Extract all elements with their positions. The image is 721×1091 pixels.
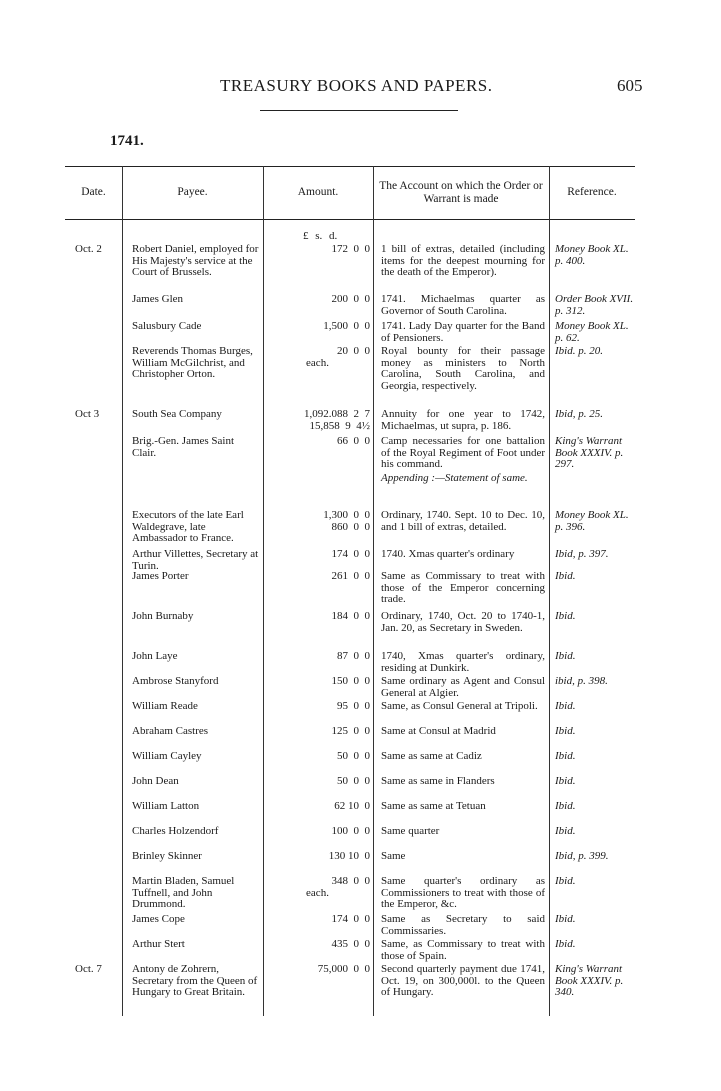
- amount-line: 174 0 0: [331, 913, 370, 925]
- amount-line: each.: [306, 886, 329, 899]
- row-account: Annuity for one year to 1742, Michaelmas, ut supra, p. 186.: [381, 408, 545, 432]
- amount-line: 66 0 0: [337, 435, 370, 447]
- row-account: 1740, Xmas quarter's ordinary, residing at Dunkirk.: [381, 650, 545, 674]
- row-payee: Antony de Zohrern, Secretary from the Queen of Hungary to Great Britain.: [132, 963, 258, 999]
- row-reference: Money Book XL. p. 62.: [555, 320, 629, 344]
- row-account: Camp necessaries for one battalion of the Royal Regiment of Foot under his command. Appending :—Statement of same.: [381, 435, 545, 484]
- row-account: Same, as Consul General at Tripoli.: [381, 700, 538, 712]
- row-payee: William Cayley: [132, 750, 202, 762]
- amount-line: 62 10 0: [334, 800, 370, 812]
- row-account: Same, as Commissary to treat with those of Spain.: [381, 938, 545, 962]
- row-account: Same as Commissary to treat with those of the Emperor concerning trade.: [381, 570, 545, 606]
- amount-line: 150 0 0: [331, 675, 370, 687]
- row-payee: Ambrose Stanyford: [132, 675, 219, 687]
- row-amount: [265, 776, 370, 788]
- row-payee: James Glen: [132, 293, 184, 305]
- row-payee: William Latton: [132, 800, 200, 812]
- row-account-note: Appending :—Statement of same.: [381, 471, 528, 484]
- row-reference: Ibid, p. 399.: [555, 850, 609, 862]
- amount-line: 130 10 0: [328, 850, 370, 862]
- row-reference: Order Book XVII. p. 312.: [555, 293, 634, 317]
- row-account: Same quarter's ordinary as Commissioners to treat with those of the Emperor, &c.: [381, 875, 545, 911]
- row-payee: Executors of the late Earl Waldegrave, late Ambassador to France.: [132, 509, 244, 545]
- column-divider: [549, 166, 550, 1016]
- row-reference: King's Warrant Book XXXIV. p. 297.: [555, 435, 624, 471]
- column-header-account: The Account on which the Order or Warrant is made: [379, 179, 543, 205]
- row-payee: John Dean: [132, 775, 179, 787]
- row-payee: Robert Daniel, employed for His Majesty's service at the Court of Brussels.: [132, 243, 259, 279]
- column-divider: [263, 166, 264, 1016]
- amount-line: 200 0 0: [331, 293, 370, 305]
- row-reference: Ibid. p. 20.: [555, 345, 603, 357]
- row-amount: [265, 510, 370, 533]
- amount-line: 87 0 0: [337, 650, 370, 662]
- amount-line: 50 0 0: [337, 750, 370, 762]
- amount-line: 125 0 0: [331, 725, 370, 737]
- row-account: 1740. Xmas quarter's ordinary: [381, 548, 515, 560]
- row-amount: [265, 409, 370, 432]
- row-payee: South Sea Company: [132, 408, 222, 420]
- row-payee: Brig.-Gen. James Saint Clair.: [132, 435, 235, 459]
- amount-line: 348 0 0: [331, 875, 370, 887]
- row-reference: Money Book XL. p. 396.: [555, 509, 629, 533]
- row-reference: Ibid.: [555, 938, 576, 950]
- page-number: 605: [617, 76, 643, 95]
- column-header-reference: Reference.: [567, 186, 617, 198]
- row-payee: Arthur Stert: [132, 938, 185, 950]
- row-payee: Martin Bladen, Samuel Tuffnell, and John Drummond.: [132, 875, 235, 911]
- amount-line: 100 0 0: [331, 825, 370, 837]
- row-amount: [265, 801, 370, 813]
- amount-line: 435 0 0: [331, 938, 370, 950]
- row-account: 1741. Michaelmas quarter as Governor of South Carolina.: [381, 293, 545, 317]
- amount-line: 1,300 0 0: [323, 509, 370, 521]
- amount-line: 860 0 0: [331, 520, 370, 533]
- column-divider: [373, 166, 374, 1016]
- row-date: Oct. 7: [75, 963, 102, 975]
- amount-line: 95 0 0: [337, 700, 370, 712]
- amount-line: each.: [306, 356, 329, 369]
- row-reference: Ibid, p. 25.: [555, 408, 603, 420]
- row-reference: Ibid.: [555, 775, 576, 787]
- row-payee: Reverends Thomas Burges, William McGilchrist, and Christopher Orton.: [132, 345, 253, 381]
- amount-line: 1,092.088 2 7: [304, 408, 370, 420]
- row-account: Same at Consul at Madrid: [381, 725, 496, 737]
- row-amount: [265, 964, 370, 976]
- row-account: Ordinary, 1740, Oct. 20 to 1740-1, Jan. 20, as Secretary in Sweden.: [381, 610, 545, 634]
- row-account: 1741. Lady Day quarter for the Band of Pensioners.: [381, 320, 545, 344]
- row-account: Same as same in Flanders: [381, 775, 495, 787]
- amount-line: 50 0 0: [337, 775, 370, 787]
- row-amount: [265, 851, 370, 863]
- row-payee: William Reade: [132, 700, 198, 712]
- row-reference: ibid, p. 398.: [555, 675, 608, 687]
- row-amount: [265, 611, 370, 623]
- row-amount: [265, 294, 370, 306]
- row-amount: [265, 436, 370, 448]
- row-account: Ordinary, 1740. Sept. 10 to Dec. 10, and 1 bill of extras, detailed.: [381, 509, 545, 533]
- row-account: Royal bounty for their passage money as ministers to North Carolina, South Carolina, and Georgia, respectively.: [381, 345, 545, 392]
- row-amount: [265, 571, 370, 583]
- row-amount: [265, 676, 370, 688]
- currency-units-label: £ s. d.: [303, 230, 338, 242]
- amount-line: 261 0 0: [331, 570, 370, 582]
- row-reference: Ibid.: [555, 570, 576, 582]
- row-reference: Money Book XL. p. 400.: [555, 243, 629, 267]
- amount-line: 75,000 0 0: [317, 963, 370, 975]
- page-header: [0, 76, 721, 100]
- row-payee: Abraham Castres: [132, 725, 209, 737]
- row-reference: Ibid.: [555, 700, 576, 712]
- column-header-date: Date.: [81, 186, 106, 198]
- row-amount: [265, 321, 370, 333]
- column-header-amount: Amount.: [297, 186, 339, 198]
- row-amount: [265, 876, 370, 899]
- row-reference: Ibid.: [555, 725, 576, 737]
- row-reference: Ibid.: [555, 825, 576, 837]
- header-rule: [260, 110, 458, 111]
- row-account: Second quarterly payment due 1741, Oct. 19, on 300,000l. to the Queen of Hungary.: [381, 963, 545, 999]
- row-reference: Ibid.: [555, 750, 576, 762]
- row-payee: James Porter: [132, 570, 189, 582]
- row-reference: Ibid.: [555, 800, 576, 812]
- row-reference: Ibid.: [555, 650, 576, 662]
- row-account: Same as same at Cadiz: [381, 750, 482, 762]
- amount-line: 174 0 0: [331, 548, 370, 560]
- amount-line: 1,500 0 0: [323, 320, 370, 332]
- row-account: Same quarter: [381, 825, 440, 837]
- row-amount: [265, 549, 370, 561]
- amount-line: 184 0 0: [331, 610, 370, 622]
- column-header-payee: Payee.: [177, 186, 208, 198]
- row-amount: [265, 751, 370, 763]
- row-amount: [265, 651, 370, 663]
- row-amount: [265, 346, 370, 369]
- row-reference: Ibid, p. 397.: [555, 548, 609, 560]
- row-account: Same as Secretary to said Commissaries.: [381, 913, 545, 937]
- column-divider: [122, 166, 123, 1016]
- row-reference: Ibid.: [555, 875, 576, 887]
- row-amount: [265, 244, 370, 256]
- row-date: Oct. 2: [75, 243, 102, 255]
- row-account: Same as same at Tetuan: [381, 800, 486, 812]
- row-amount: [265, 726, 370, 738]
- row-account: Same ordinary as Agent and Consul General at Algier.: [381, 675, 545, 699]
- row-amount: [265, 701, 370, 713]
- row-account: 1 bill of extras, detailed (including items for the deepest mourning for the death of the Emperor).: [381, 243, 545, 279]
- ledger-table: [65, 166, 635, 1016]
- row-payee: Arthur Villettes, Secretary at Turin.: [132, 548, 259, 572]
- row-payee: Brinley Skinner: [132, 850, 202, 862]
- row-account: Same: [381, 850, 406, 862]
- row-amount: [265, 939, 370, 951]
- row-reference: King's Warrant Book XXXIV. p. 340.: [555, 963, 624, 999]
- amount-line: 20 0 0: [337, 345, 370, 357]
- row-reference: Ibid.: [555, 913, 576, 925]
- row-payee: John Laye: [132, 650, 178, 662]
- row-reference: Ibid.: [555, 610, 576, 622]
- amount-line: 15,858 9 4½: [309, 419, 370, 432]
- year-heading: 1741.: [110, 133, 144, 149]
- row-date: Oct 3: [75, 408, 100, 420]
- row-payee: Salusbury Cade: [132, 320, 202, 332]
- row-amount: [265, 914, 370, 926]
- row-payee: John Burnaby: [132, 610, 194, 622]
- row-payee: James Cope: [132, 913, 185, 925]
- row-amount: [265, 826, 370, 838]
- row-payee: Charles Holzendorf: [132, 825, 219, 837]
- running-title: TREASURY BOOKS AND PAPERS.: [220, 76, 493, 95]
- amount-line: 172 0 0: [331, 243, 370, 255]
